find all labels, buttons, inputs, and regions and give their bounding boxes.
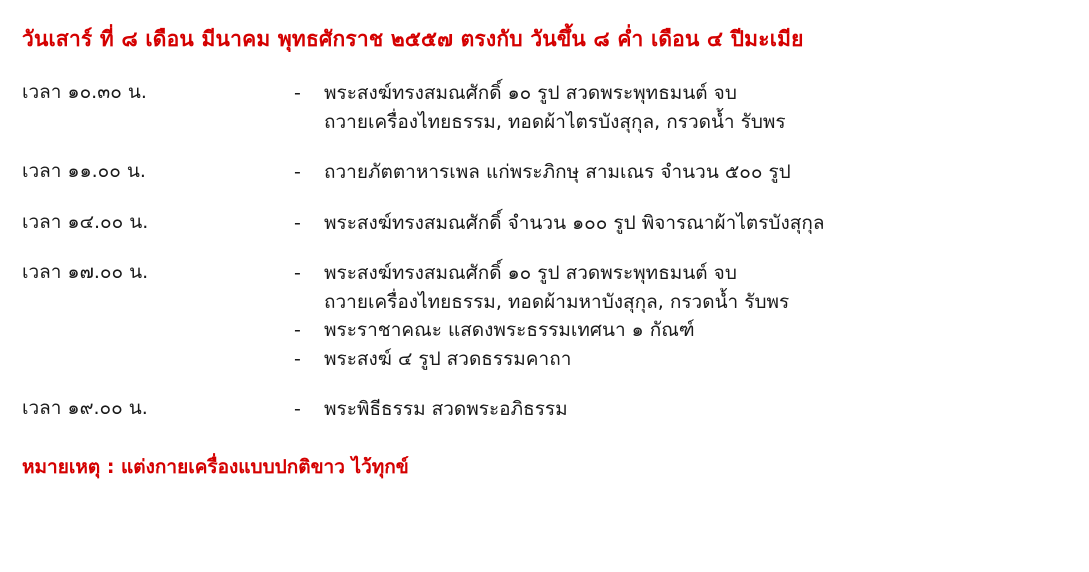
entry-item xyxy=(294,316,1069,345)
bullet-dash: - xyxy=(294,211,301,234)
schedule-entry xyxy=(22,79,1069,136)
entry-item xyxy=(294,345,1069,374)
schedule-list xyxy=(22,79,1069,424)
entry-time: เวลา ๑๙.๐๐ น. xyxy=(22,397,148,420)
entry-item xyxy=(294,158,1069,187)
entry-item xyxy=(294,209,1069,238)
entry-items xyxy=(294,259,1069,373)
schedule-entry xyxy=(22,209,1069,238)
entry-time: เวลา ๑๗.๐๐ น. xyxy=(22,261,149,284)
entry-item-text: พระพิธีธรรม สวดพระอภิธรรม xyxy=(324,398,568,421)
bullet-dash: - xyxy=(294,398,301,421)
entry-item xyxy=(294,259,1069,288)
entry-time: เวลา ๑๔.๐๐ น. xyxy=(22,210,149,233)
document-note: หมายเหตุ : แต่งกายเครื่องแบบปกติขาว ไว้ทุกข์ xyxy=(22,455,409,478)
entry-time: เวลา ๑๑.๐๐ น. xyxy=(22,160,146,183)
schedule-entry xyxy=(22,395,1069,424)
bullet-dash: - xyxy=(294,347,301,370)
entry-item-text: พระสงฆ์ทรงสมณศักดิ์ จำนวน ๑๐๐ รูป พิจารณาผ้าไตรบังสุกุล xyxy=(324,211,825,234)
entry-items xyxy=(294,158,1069,187)
entry-item xyxy=(294,395,1069,424)
entry-item-subline: ถวายเครื่องไทยธรรม, ทอดผ้าไตรบังสุกุล, กรวดน้ำ รับพร xyxy=(324,110,786,133)
bullet-dash: - xyxy=(294,262,301,285)
entry-item-text: พระสงฆ์ทรงสมณศักดิ์ ๑๐ รูป สวดพระพุทธมนต์ จบ xyxy=(324,262,737,285)
bullet-dash: - xyxy=(294,161,301,184)
entry-item-subline: ถวายเครื่องไทยธรรม, ทอดผ้ามหาบังสุกุล, กรวดน้ำ รับพร xyxy=(324,290,790,313)
schedule-entry xyxy=(22,259,1069,373)
document-title: วันเสาร์ ที่ ๘ เดือน มีนาคม พุทธศักราช ๒๕๕๗ ตรงกับ วันขึ้น ๘ ค่ำ เดือน ๔ ปีมะเมีย xyxy=(22,27,804,51)
entry-items xyxy=(294,209,1069,238)
entry-item xyxy=(294,79,1069,108)
entry-items xyxy=(294,79,1069,136)
bullet-dash: - xyxy=(294,82,301,105)
entry-items xyxy=(294,395,1069,424)
entry-item-text: ถวายภัตตาหารเพล แก่พระภิกษุ สามเณร จำนวน ๕๐๐ รูป xyxy=(324,161,791,184)
bullet-dash: - xyxy=(294,319,301,342)
entry-item-text: พระสงฆ์ทรงสมณศักดิ์ ๑๐ รูป สวดพระพุทธมนต์ จบ xyxy=(324,82,737,105)
entry-item-text: พระสงฆ์ ๔ รูป สวดธรรมคาถา xyxy=(324,347,572,370)
entry-time: เวลา ๑๐.๓๐ น. xyxy=(22,81,147,104)
entry-item-text: พระราชาคณะ แสดงพระธรรมเทศนา ๑ กัณฑ์ xyxy=(324,319,695,342)
schedule-entry xyxy=(22,158,1069,187)
